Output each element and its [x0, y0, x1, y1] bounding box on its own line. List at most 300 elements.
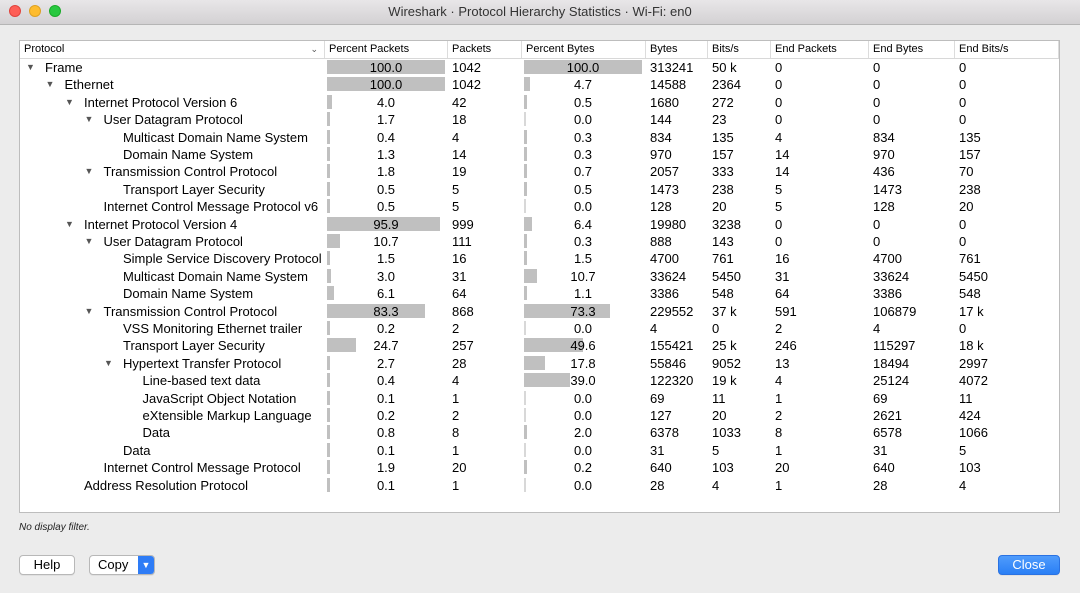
end-bytes-value: 1473 — [873, 181, 902, 197]
bytes-value: 313241 — [650, 60, 694, 75]
protocol-name: Ethernet — [64, 77, 114, 93]
percent-bytes-value: 10.7 — [570, 268, 596, 284]
percent-packets-cell — [327, 303, 444, 320]
bytes-value: 122320 — [650, 373, 694, 389]
end-packets-value: 2 — [775, 321, 783, 336]
column-header[interactable]: End Packets — [771, 41, 869, 58]
packets-value: 42 — [452, 94, 467, 110]
end-bits-value: 424 — [959, 408, 981, 423]
packets-value: 999 — [452, 216, 474, 232]
end-bits-value: 4072 — [959, 373, 988, 389]
percent-bytes-cell — [524, 424, 642, 441]
percent-bytes-value: 0.3 — [573, 129, 593, 145]
percent-packets-value: 0.4 — [376, 373, 396, 389]
percent-bytes-value: 100.0 — [566, 60, 600, 75]
protocol-name: Multicast Domain Name System — [123, 268, 308, 284]
percent-packets-value: 0.8 — [376, 425, 396, 441]
percent-bytes-value: 0.3 — [573, 234, 593, 249]
bits-value: 20 — [712, 408, 727, 423]
end-packets-value: 0 — [775, 112, 783, 128]
end-packets-value: 1 — [775, 390, 783, 406]
packets-value: 31 — [452, 268, 467, 284]
percent-packets-value: 100.0 — [369, 60, 403, 75]
packets-value: 4 — [452, 129, 460, 145]
column-header[interactable]: Bytes — [646, 41, 708, 58]
end-packets-value: 5 — [775, 199, 783, 215]
end-packets-value: 13 — [775, 355, 790, 371]
protocol-name: Internet Protocol Version 6 — [84, 94, 238, 110]
percent-bytes-cell — [524, 163, 642, 180]
help-button[interactable]: Help — [19, 555, 75, 575]
percent-packets-cell — [327, 163, 444, 180]
bits-value: 157 — [712, 147, 734, 162]
end-bits-value: 0 — [959, 60, 967, 75]
percent-bytes-cell — [524, 198, 642, 215]
window-title: Wireshark · Protocol Hierarchy Statistics · Wi-Fi: en0 — [388, 4, 692, 19]
percent-packets-cell — [327, 146, 444, 163]
disclosure-triangle-icon[interactable]: ▼ — [45, 79, 55, 90]
end-packets-value: 0 — [775, 77, 783, 93]
bits-value: 272 — [712, 94, 734, 110]
bits-value: 333 — [712, 164, 734, 180]
bytes-value: 4700 — [650, 251, 679, 267]
percent-packets-value: 10.7 — [373, 234, 399, 249]
bits-value: 19 k — [712, 373, 737, 389]
table-row[interactable] — [20, 76, 1059, 93]
percent-packets-value: 4.0 — [376, 94, 396, 110]
percent-bytes-value: 0.0 — [573, 390, 593, 406]
disclosure-triangle-icon[interactable]: ▼ — [84, 114, 94, 125]
end-bytes-value: 69 — [873, 390, 888, 406]
table-row[interactable] — [20, 268, 1059, 285]
bytes-value: 3386 — [650, 286, 679, 302]
bytes-value: 128 — [650, 199, 672, 215]
end-packets-value: 4 — [775, 129, 783, 145]
end-packets-value: 591 — [775, 303, 797, 319]
protocol-name: Transmission Control Protocol — [103, 303, 278, 319]
bytes-value: 55846 — [650, 355, 687, 371]
end-bytes-value: 4 — [873, 321, 881, 336]
end-packets-value: 1 — [775, 442, 783, 458]
copy-button[interactable] — [89, 555, 155, 575]
protocol-name: User Datagram Protocol — [103, 234, 243, 249]
end-bytes-value: 0 — [873, 77, 881, 93]
bytes-value: 1680 — [650, 94, 679, 110]
table-row[interactable] — [20, 355, 1059, 372]
packets-value: 1042 — [452, 77, 481, 93]
table-row[interactable] — [20, 337, 1059, 354]
percent-packets-cell — [327, 355, 444, 372]
protocol-name: Frame — [45, 60, 83, 75]
percent-packets-cell — [327, 442, 444, 459]
percent-packets-cell — [327, 233, 444, 250]
bits-value: 238 — [712, 181, 734, 197]
packets-value: 1042 — [452, 60, 481, 75]
table-row[interactable] — [20, 111, 1059, 128]
bits-value: 20 — [712, 199, 727, 215]
end-packets-value: 2 — [775, 408, 783, 423]
bytes-value: 144 — [650, 112, 672, 128]
end-bytes-value: 115297 — [873, 338, 916, 354]
table-row[interactable] — [20, 285, 1059, 302]
percent-bytes-cell — [524, 94, 642, 111]
percent-packets-cell — [327, 129, 444, 146]
table-header — [20, 41, 1059, 59]
percent-packets-value: 100.0 — [369, 77, 403, 93]
disclosure-triangle-icon[interactable]: ▼ — [104, 357, 113, 368]
packets-value: 4 — [452, 373, 460, 389]
end-bytes-value: 4700 — [873, 251, 902, 267]
end-bits-value: 11 — [959, 390, 973, 406]
bits-value: 4 — [712, 477, 720, 493]
column-header[interactable]: Percent Packets — [325, 41, 448, 58]
table-row[interactable] — [20, 303, 1059, 320]
packets-value: 5 — [452, 199, 460, 215]
protocol-name: Internet Control Message Protocol v6 — [103, 199, 319, 215]
table-row[interactable] — [20, 407, 1059, 424]
bits-value: 11 — [712, 390, 726, 406]
packets-value: 257 — [452, 338, 474, 354]
end-packets-value: 31 — [775, 268, 790, 284]
end-bytes-value: 436 — [873, 164, 895, 180]
percent-packets-value: 95.9 — [373, 216, 399, 232]
packets-value: 5 — [452, 181, 460, 197]
close-button[interactable]: Close — [998, 555, 1060, 575]
end-bits-value: 1066 — [959, 425, 988, 441]
bytes-value: 127 — [650, 408, 672, 423]
end-bits-value: 548 — [959, 286, 981, 302]
bits-value: 5 — [712, 442, 720, 458]
column-header[interactable]: Protocol ⌄ — [20, 41, 325, 58]
percent-bytes-cell — [524, 216, 642, 233]
end-bytes-value: 0 — [873, 216, 881, 232]
table-row[interactable] — [20, 181, 1059, 198]
protocol-name: Transport Layer Security — [123, 338, 265, 354]
table-row[interactable] — [20, 424, 1059, 441]
end-bytes-value: 33624 — [873, 268, 910, 284]
percent-packets-value: 1.5 — [376, 251, 396, 267]
end-bytes-value: 6578 — [873, 425, 902, 441]
table-row[interactable] — [20, 372, 1059, 389]
percent-packets-cell — [327, 216, 444, 233]
bytes-value: 970 — [650, 147, 672, 162]
protocol-name: VSS Monitoring Ethernet trailer — [123, 321, 303, 336]
end-bits-value: 18 k — [959, 338, 984, 354]
column-header[interactable]: Percent Bytes — [522, 41, 646, 58]
display-filter-status: No display filter. — [19, 522, 90, 533]
end-bytes-value: 640 — [873, 460, 895, 476]
bits-value: 5450 — [712, 268, 741, 284]
end-bits-value: 4 — [959, 477, 967, 493]
percent-bytes-cell — [524, 250, 642, 267]
column-header[interactable]: Packets — [448, 41, 522, 58]
percent-bytes-value: 0.5 — [573, 181, 593, 197]
end-bytes-value: 31 — [873, 442, 888, 458]
bytes-value: 888 — [650, 234, 672, 249]
percent-bytes-cell — [524, 442, 642, 459]
bytes-value: 28 — [650, 477, 665, 493]
sort-chevron-icon: ⌄ — [310, 44, 318, 54]
percent-bytes-value: 6.4 — [573, 216, 593, 232]
percent-packets-cell — [327, 59, 444, 76]
protocol-name: User Datagram Protocol — [103, 112, 243, 128]
protocol-name: JavaScript Object Notation — [142, 390, 297, 406]
bytes-value: 834 — [650, 129, 672, 145]
percent-bytes-value: 0.0 — [573, 408, 593, 423]
protocol-hierarchy-table[interactable] — [19, 40, 1060, 513]
end-bits-value: 0 — [959, 77, 967, 93]
end-packets-value: 14 — [775, 147, 790, 162]
percent-packets-value: 0.2 — [376, 408, 396, 423]
percent-packets-cell — [327, 94, 444, 111]
bytes-value: 1473 — [650, 181, 679, 197]
table-row[interactable] — [20, 250, 1059, 267]
end-bits-value: 70 — [959, 164, 974, 180]
protocol-name: Hypertext Transfer Protocol — [123, 355, 282, 371]
percent-bytes-cell — [524, 337, 642, 354]
percent-bytes-cell — [524, 59, 642, 76]
chevron-down-icon[interactable]: ▼ — [138, 556, 154, 574]
bytes-value: 640 — [650, 460, 672, 476]
percent-bytes-value: 0.0 — [573, 199, 593, 215]
percent-packets-value: 0.2 — [376, 321, 396, 336]
table-row[interactable] — [20, 442, 1059, 459]
table-row[interactable] — [20, 163, 1059, 180]
protocol-name: Multicast Domain Name System — [123, 129, 308, 145]
packets-value: 111 — [452, 234, 472, 249]
percent-bytes-value: 4.7 — [573, 77, 593, 93]
percent-packets-value: 3.0 — [376, 268, 396, 284]
percent-packets-value: 1.8 — [376, 164, 396, 180]
end-bytes-value: 2621 — [873, 408, 902, 423]
percent-bytes-value: 1.1 — [573, 286, 593, 302]
end-bits-value: 0 — [959, 94, 967, 110]
end-bits-value: 17 k — [959, 303, 984, 319]
disclosure-triangle-icon[interactable]: ▼ — [84, 236, 94, 246]
end-bits-value: 103 — [959, 460, 981, 476]
percent-bytes-cell — [524, 355, 642, 372]
end-bits-value: 761 — [959, 251, 981, 267]
percent-bytes-cell — [524, 268, 642, 285]
table-row[interactable] — [20, 390, 1059, 407]
end-bytes-value: 970 — [873, 147, 895, 162]
packets-value: 28 — [452, 355, 467, 371]
protocol-name: Data — [142, 425, 170, 441]
end-packets-value: 16 — [775, 251, 790, 267]
bits-value: 3238 — [712, 216, 741, 232]
column-header[interactable]: End Bytes — [869, 41, 955, 58]
bytes-value: 31 — [650, 442, 665, 458]
percent-bytes-cell — [524, 285, 642, 302]
end-bytes-value: 0 — [873, 94, 881, 110]
percent-bytes-cell — [524, 233, 642, 250]
bits-value: 50 k — [712, 60, 737, 75]
packets-value: 64 — [452, 286, 467, 302]
protocol-name: Internet Protocol Version 4 — [84, 216, 238, 232]
bytes-value: 2057 — [650, 164, 679, 180]
percent-packets-cell — [327, 424, 444, 441]
percent-bytes-value: 0.0 — [573, 477, 593, 493]
end-bits-value: 20 — [959, 199, 974, 215]
percent-bytes-value: 39.0 — [570, 373, 596, 389]
percent-bytes-cell — [524, 372, 642, 389]
packets-value: 14 — [452, 147, 467, 162]
end-bytes-value: 3386 — [873, 286, 902, 302]
disclosure-triangle-icon[interactable]: ▼ — [84, 166, 94, 177]
percent-packets-cell — [327, 268, 444, 285]
protocol-name: Line-based text data — [142, 373, 261, 389]
title-bar — [0, 0, 1080, 25]
percent-bytes-value: 0.0 — [573, 321, 593, 336]
bits-value: 37 k — [712, 303, 737, 319]
end-bits-value: 0 — [959, 321, 967, 336]
protocol-name: Transport Layer Security — [123, 181, 265, 197]
end-bits-value: 0 — [959, 112, 967, 128]
percent-packets-value: 1.3 — [376, 147, 396, 162]
percent-packets-cell — [327, 320, 444, 337]
end-bytes-value: 0 — [873, 234, 881, 249]
protocol-name: Simple Service Discovery Protocol — [123, 251, 322, 267]
end-packets-value: 4 — [775, 373, 783, 389]
packets-value: 19 — [452, 164, 467, 180]
percent-bytes-value: 2.0 — [573, 425, 593, 441]
disclosure-triangle-icon[interactable]: ▼ — [26, 62, 35, 72]
bytes-value: 14588 — [650, 77, 687, 93]
percent-bytes-value: 17.8 — [570, 355, 596, 371]
bytes-value: 19980 — [650, 216, 687, 232]
packets-value: 2 — [452, 408, 460, 423]
packets-value: 18 — [452, 112, 467, 128]
end-packets-value: 0 — [775, 60, 783, 75]
table-row[interactable] — [20, 477, 1059, 494]
disclosure-triangle-icon[interactable]: ▼ — [65, 96, 74, 107]
percent-packets-value: 0.5 — [376, 199, 396, 215]
percent-bytes-cell — [524, 181, 642, 198]
percent-packets-cell — [327, 250, 444, 267]
disclosure-triangle-icon[interactable]: ▼ — [84, 305, 94, 316]
table-row[interactable] — [20, 146, 1059, 163]
end-bytes-value: 106879 — [873, 303, 917, 319]
table-row[interactable] — [20, 320, 1059, 337]
percent-packets-cell — [327, 337, 444, 354]
percent-packets-value: 1.9 — [376, 460, 396, 476]
table-row[interactable] — [20, 459, 1059, 476]
bytes-value: 4 — [650, 321, 658, 336]
protocol-name: eXtensible Markup Language — [142, 408, 312, 423]
percent-bytes-cell — [524, 111, 642, 128]
bytes-value: 155421 — [650, 338, 694, 354]
bits-value: 1033 — [712, 425, 741, 441]
percent-packets-value: 83.3 — [373, 303, 399, 319]
copy-button-label: Copy — [98, 557, 129, 572]
percent-bytes-cell — [524, 320, 642, 337]
end-bits-value: 5450 — [959, 268, 988, 284]
percent-bytes-cell — [524, 390, 642, 407]
bytes-value: 33624 — [650, 268, 687, 284]
percent-bytes-value: 0.0 — [573, 112, 593, 128]
packets-value: 1 — [452, 390, 460, 406]
bits-value: 0 — [712, 321, 720, 336]
end-bits-value: 135 — [959, 129, 981, 145]
disclosure-triangle-icon[interactable]: ▼ — [65, 218, 74, 229]
percent-packets-value: 24.7 — [373, 338, 399, 354]
end-bits-value: 157 — [959, 147, 981, 162]
percent-packets-value: 1.7 — [376, 112, 396, 128]
column-header[interactable]: Bits/s — [708, 41, 771, 58]
packets-value: 2 — [452, 321, 460, 336]
bits-value: 25 k — [712, 338, 737, 354]
percent-packets-cell — [327, 459, 444, 476]
end-packets-value: 64 — [775, 286, 790, 302]
bits-value: 2364 — [712, 77, 741, 93]
end-packets-value: 246 — [775, 338, 797, 354]
percent-bytes-value: 0.7 — [573, 164, 593, 180]
end-bits-value: 0 — [959, 216, 967, 232]
table-row[interactable] — [20, 216, 1059, 233]
protocol-name: Address Resolution Protocol — [84, 477, 249, 493]
packets-value: 20 — [452, 460, 467, 476]
protocol-name: Domain Name System — [123, 286, 254, 302]
percent-packets-cell — [327, 76, 444, 93]
end-bits-value: 0 — [959, 234, 967, 249]
end-bytes-value: 28 — [873, 477, 888, 493]
percent-packets-value: 0.1 — [376, 477, 396, 493]
end-packets-value: 14 — [775, 164, 790, 180]
table-row[interactable] — [20, 94, 1059, 111]
table-row[interactable] — [20, 198, 1059, 215]
table-row[interactable] — [20, 59, 1059, 76]
end-bits-value: 5 — [959, 442, 967, 458]
percent-bytes-value: 0.0 — [573, 442, 593, 458]
packets-value: 868 — [452, 303, 474, 319]
percent-packets-value: 0.5 — [376, 181, 396, 197]
percent-packets-value: 2.7 — [376, 355, 396, 371]
percent-packets-cell — [327, 372, 444, 389]
percent-packets-value: 6.1 — [376, 286, 396, 302]
bytes-value: 229552 — [650, 303, 694, 319]
percent-bytes-value: 73.3 — [570, 303, 596, 319]
percent-bytes-cell — [524, 129, 642, 146]
bits-value: 761 — [712, 251, 734, 267]
bits-value: 103 — [712, 460, 734, 476]
end-packets-value: 0 — [775, 94, 783, 110]
end-bytes-value: 18494 — [873, 355, 910, 371]
percent-bytes-cell — [524, 303, 642, 320]
end-packets-value: 20 — [775, 460, 790, 476]
end-bits-value: 238 — [959, 181, 981, 197]
packets-value: 8 — [452, 425, 460, 441]
table-row[interactable] — [20, 129, 1059, 146]
packets-value: 1 — [452, 442, 460, 458]
percent-bytes-cell — [524, 76, 642, 93]
end-packets-value: 0 — [775, 216, 783, 232]
end-bytes-value: 834 — [873, 129, 895, 145]
percent-packets-cell — [327, 390, 444, 407]
end-bytes-value: 25124 — [873, 373, 910, 389]
end-bytes-value: 0 — [873, 112, 881, 128]
bits-value: 9052 — [712, 355, 741, 371]
percent-packets-cell — [327, 181, 444, 198]
percent-bytes-value: 1.5 — [573, 251, 593, 267]
percent-packets-cell — [327, 285, 444, 302]
percent-bytes-cell — [524, 477, 642, 494]
table-row[interactable] — [20, 233, 1059, 250]
bytes-value: 6378 — [650, 425, 679, 441]
end-packets-value: 0 — [775, 234, 783, 249]
bits-value: 143 — [712, 234, 734, 249]
percent-packets-value: 0.1 — [376, 390, 396, 406]
column-header[interactable]: End Bits/s — [955, 41, 1059, 58]
